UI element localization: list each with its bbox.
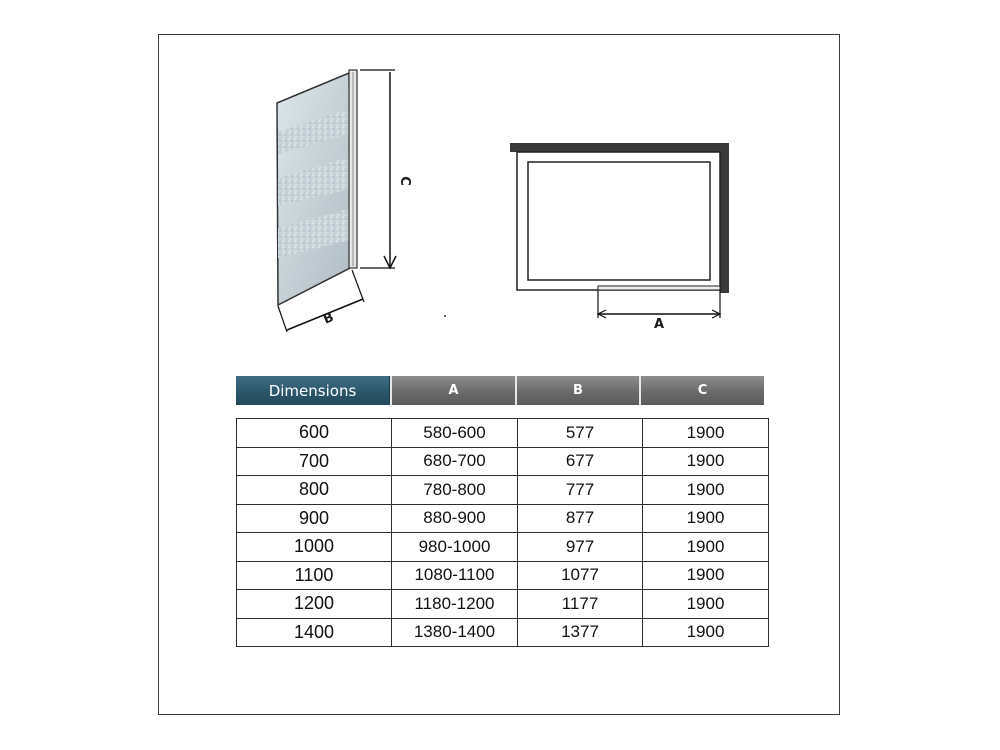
cell-dimension: 1200 xyxy=(237,590,392,619)
dimension-a-label: A xyxy=(653,317,665,332)
top-view-plan xyxy=(510,143,729,318)
shower-tray-inner xyxy=(528,162,710,280)
dimensions-table xyxy=(236,418,769,647)
header-b: B xyxy=(515,376,639,405)
cell-c: 1900 xyxy=(643,533,769,562)
cell-c: 1900 xyxy=(643,618,769,647)
cell-b: 877 xyxy=(518,504,643,533)
cell-b: 1077 xyxy=(518,561,643,590)
table-row xyxy=(237,419,769,448)
cell-a: 880-900 xyxy=(392,504,518,533)
cell-b: 977 xyxy=(518,533,643,562)
glass-panel-perspective xyxy=(277,70,396,332)
table-row xyxy=(237,504,769,533)
cell-a: 1380-1400 xyxy=(392,618,518,647)
table-row xyxy=(237,618,769,647)
cell-c: 1900 xyxy=(643,504,769,533)
table-row xyxy=(237,476,769,505)
dimension-c-label: C xyxy=(397,176,412,186)
cell-dimension: 800 xyxy=(237,476,392,505)
cell-a: 1080-1100 xyxy=(392,561,518,590)
cell-c: 1900 xyxy=(643,419,769,448)
cell-c: 1900 xyxy=(643,447,769,476)
table-row xyxy=(237,590,769,619)
cell-a: 780-800 xyxy=(392,476,518,505)
cell-dimension: 1100 xyxy=(237,561,392,590)
glass-panel-plan xyxy=(598,286,720,290)
cell-a: 1180-1200 xyxy=(392,590,518,619)
cell-dimension: 600 xyxy=(237,419,392,448)
table-row xyxy=(237,447,769,476)
cell-b: 677 xyxy=(518,447,643,476)
cell-c: 1900 xyxy=(643,590,769,619)
cell-b: 577 xyxy=(518,419,643,448)
side-wall xyxy=(720,143,729,293)
cell-b: 1377 xyxy=(518,618,643,647)
cell-a: 680-700 xyxy=(392,447,518,476)
header-c: C xyxy=(639,376,764,405)
cell-b: 1177 xyxy=(518,590,643,619)
cell-dimension: 1400 xyxy=(237,618,392,647)
cell-c: 1900 xyxy=(643,476,769,505)
header-a: A xyxy=(390,376,515,405)
cell-b: 777 xyxy=(518,476,643,505)
cell-c: 1900 xyxy=(643,561,769,590)
header-dimensions: Dimensions xyxy=(236,376,390,405)
table-row xyxy=(237,533,769,562)
dimension-b-label: B xyxy=(321,309,337,328)
cell-a: 580-600 xyxy=(392,419,518,448)
cell-dimension: 700 xyxy=(237,447,392,476)
back-wall xyxy=(510,143,729,152)
cell-a: 980-1000 xyxy=(392,533,518,562)
cell-dimension: 900 xyxy=(237,504,392,533)
table-row xyxy=(237,561,769,590)
cell-dimension: 1000 xyxy=(237,533,392,562)
